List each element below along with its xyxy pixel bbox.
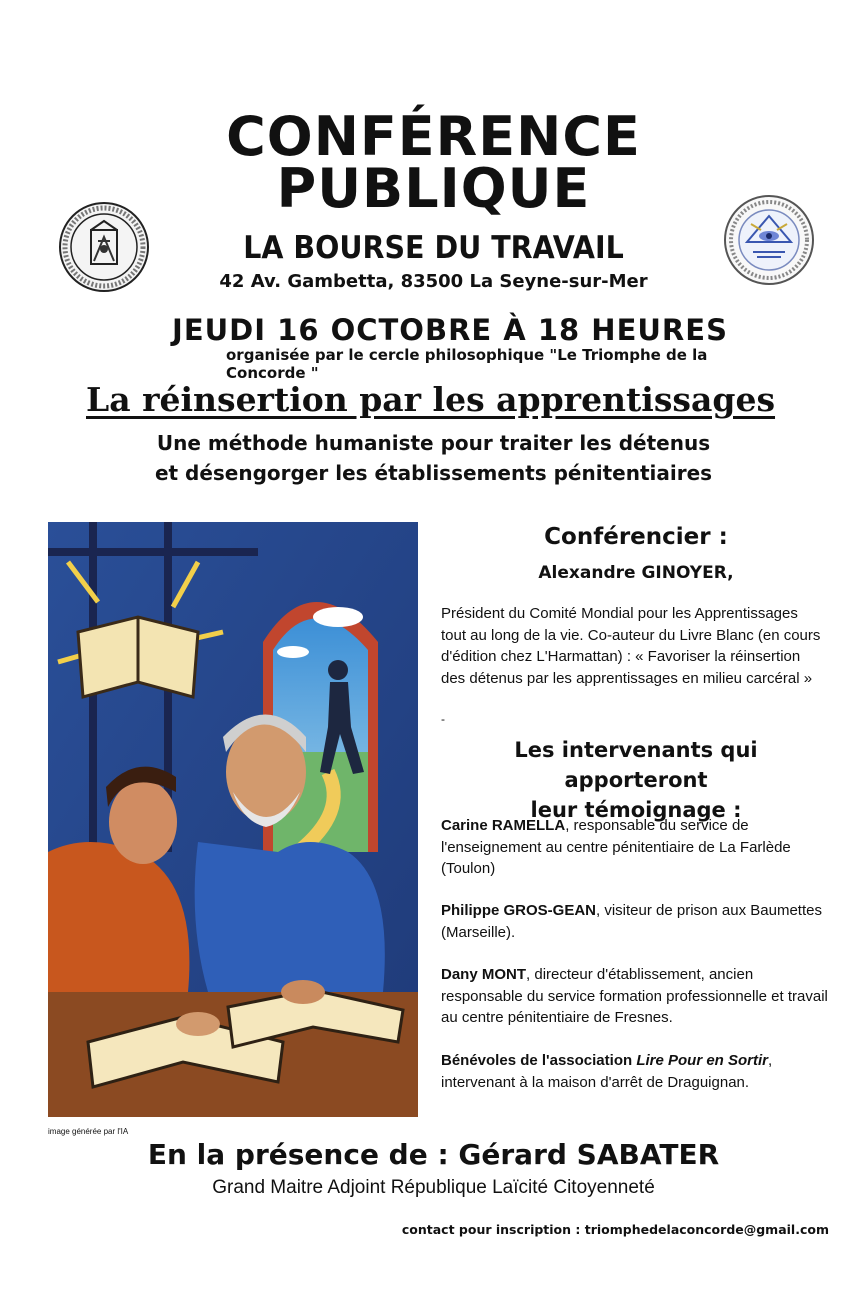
venue-address: 42 Av. Gambetta, 83500 La Seyne-sur-Mer [219,271,648,292]
speaker-heading: Conférencier : [544,524,728,550]
participant-description: , responsable du service de l'enseignement au centre pénitentiaire de La Farlède (Toulon) [441,817,791,877]
participant-item [441,815,831,880]
participants-heading-line-2: leur témoignage : [530,798,742,822]
venue-name: LA BOURSE DU TRAVAIL [243,230,624,266]
participant-name: Dany MONT [441,966,527,983]
participant-name: Philippe GROS-GEAN [441,902,597,919]
participant-punct: , [768,1052,773,1069]
topic-subtitle-line-2: et désengorger les établissements pénitentiaires [154,461,713,485]
participant-item [441,1050,831,1093]
illustration-image [48,522,418,1117]
presence-role: Grand Maitre Adjoint République Laïcité Citoyenneté [212,1177,655,1198]
contact-line: contact pour inscription : triomphedelaconcorde@gmail.com [401,1222,829,1237]
topic-subtitle [0,428,867,488]
speaker-name: Alexandre GINOYER, [538,563,734,583]
participant-item [441,900,831,943]
separator-dash: - [441,712,445,726]
conference-topic: La réinsertion par les apprentissages [86,380,776,419]
speaker-bio: Président du Comité Mondial pour les Apprentissages tout au long de la vie. Co-auteur du Livre Blanc (en cours d'édition chez L'Harmattan) : « Favoriser la réinsertion des détenus par les apprentissages en milieu carcéral » [441,605,821,687]
participant-description: , visiteur de prison aux Baumettes (Marseille). [441,902,822,941]
participant-name: Bénévoles de l'association [441,1052,637,1069]
image-credit: image générée par l'IA [48,1127,129,1136]
participant-name: Carine RAMELLA [441,817,566,834]
participant-item [441,964,831,1029]
organizer-line: organisée par le cercle philosophique "Le Triomphe de la Concorde " [226,346,708,382]
presence-line: En la présence de : Gérard SABATER [147,1138,720,1171]
participant-description: , directeur d'établissement, ancien responsable du service formation professionnelle et travail au centre pénitentiaire de Fresnes. [441,966,828,1026]
title-line-2: PUBLIQUE [276,157,591,220]
participants-heading-line-1: Les intervenants qui apporteront [514,738,758,792]
topic-subtitle-line-1: Une méthode humaniste pour traiter les détenus [156,431,711,455]
title-line-1: CONFÉRENCE [226,105,641,168]
event-date: JEUDI 16 OCTOBRE À 18 HEURES [172,313,728,347]
participants-heading [441,735,831,825]
association-name: Lire Pour en Sortir [636,1052,769,1069]
participant-description: intervenant à la maison d'arrêt de Draguignan. [441,1073,750,1091]
